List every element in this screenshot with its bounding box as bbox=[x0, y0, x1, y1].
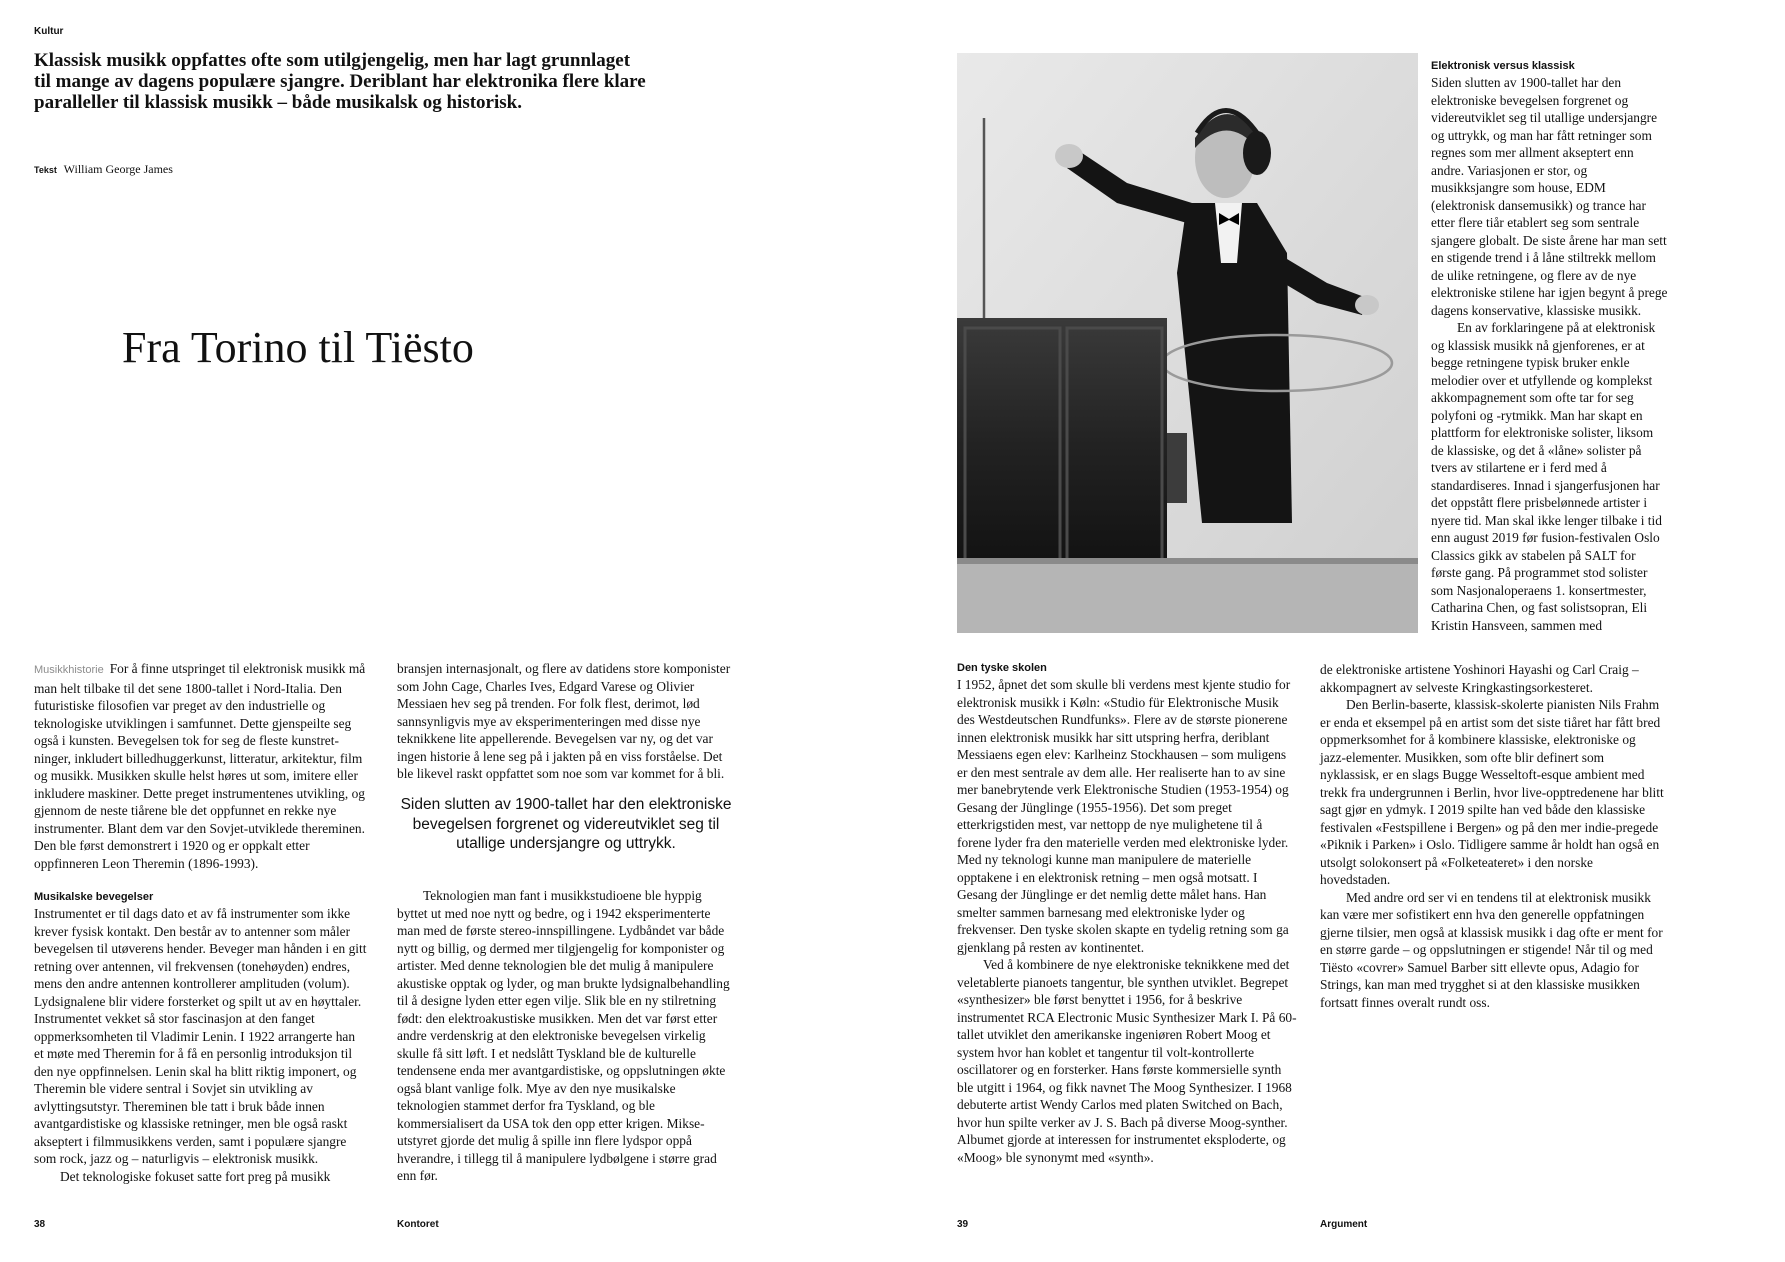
side-column bbox=[1431, 58, 1668, 634]
col1-p2: Instrumentet er til dags dato et av få instrumenter som ikke krever fysisk kontakt. Den består av to antenner som måler bevegelsen til utøverens hender. Beveger man hånden i en gitt retning over antennen, vil frekvensen (tonehøyden) endres, mens den andre antennen kontrollerer amplituden (volum). Lydsignalene blir videre forsterket og spilt ut av en høyttaler. Instrumentet vekket så stor fascinasjon at den fanget oppmerksomheten til Vladimir Lenin. I 1922 arrangerte han et møte med Theremin for å få en personlig introduksjon til den nye oppfinnelsen. Lenin skal ha blitt riktig imponert, og Theremin ble videre sentral i Sovjet sin utvikling av avlyttingsutstyr. Thereminen ble tatt i bruk både innen avantgardistiske og klassiske retninger, men ble også raskt akseptert i filmmusikkens verden, samt i populære sjangre som rock, jazz og – naturligvis – elektronisk musikk. bbox=[34, 906, 367, 1166]
side-p2: En av forklaringene på at elektronisk og klassisk musikk nå gjenforenes, er at begge retningene typisk bruker enkle melodier over et utfyllende og komplekst akkompagnement som ofte tar for seg polyfoni og -rytmikk. Man har skapt en plattform for elektroniske solister, liksom de klassiske, og det å «låne» solister på tvers av stilartene er i ferd med å standardiseres. Innad i sjangerfusjonen har det oppstått flere prisbelønnede artister i nyere tid. Man skal ikke lenger tilbake i tid enn august 2019 før fusion-festivalen Oslo Classics gikk av stabelen på SALT for første gang. På programmet stod solister som Nasjonaloperaens 1. konsertmester, Catharina Chen, og fast solistsopran, Eli Kristin Hansveen, sammen med bbox=[1431, 320, 1662, 633]
article-title: Fra Torino til Tiësto bbox=[122, 323, 474, 372]
subheading-tyske: Den tyske skolen bbox=[957, 662, 1047, 674]
col1-p3: Det teknologiske fokuset satte fort preg på musikk bbox=[60, 1168, 331, 1184]
page-number-left: 38 bbox=[34, 1219, 46, 1230]
col4-p2: Den Berlin-baserte, klassisk-skolerte pianisten Nils Frahm er enda et eksempel på en artist som det siste tiåret har fått bred oppmerksomhet for å kombinere klassiske, elektroniske og jazz-elementer. Musikken, som ofte blir definert som nyklassisk, er en slags Bugge Wesseltoft-esque ambient med trekk fra undergrunnen i Berlin, hvor live-opptredenene har blitt sagt gjør en ydmyk. I 2019 spilte han ved både den klassiske festivalen «Festspillene i Bergen» og på den mer indie-pregede «Piknik i Parken» i Oslo. Tidligere samme år holdt han også en utsolgt solokonsert på «Folketeateret» i den norske hovedstaden. bbox=[1320, 697, 1664, 887]
intro-deck: Klassisk musikk oppfattes ofte som utilgjengelig, men har lagt grunnlaget til mange av dagens populære sjangre. Deriblant har elektronika flere klare paralleller til klassisk musikk – både musikalsk og historisk. bbox=[34, 50, 646, 113]
subheading-musikalske: Musikalske bevegelser bbox=[34, 891, 154, 903]
page-number-right: 39 bbox=[957, 1219, 969, 1230]
column-2 bbox=[397, 660, 735, 783]
column-2-lower bbox=[397, 887, 735, 1185]
lead-label: Musikkhistorie bbox=[34, 664, 104, 676]
column-3 bbox=[957, 660, 1297, 1166]
col3-p1: I 1952, åpnet det som skulle bli verdens mest kjente studio for elektronisk musikk i Køln: «Studio für Elektronische Musik des Westdeutschen Rundfunks». Flere av de største pionerene innen elektronisk musikk har sitt utspring herfra, deriblant Messiaens egen elev: Karlheinz Stockhausen – som muligens er den mest sentrale av dem alle. Her realiserte han to av sine mer banebrytende verk Elektronische Studien (1953-1954) og Gesang der Jünglinge (1955-1956). Det som preget etterkrigstiden mest, var nettopp de nye mulighetene til å forene lyder fra den materielle verden med elektroniske lyder. Med ny teknologi kunne man manipulere de materielle opptakene i en elektronisk retning – men også motsatt. I Gesang der Jünglinge er det nemlig dette målet hans. Han smelter sammen barnesang med elektroniske lyder og frekvenser. Den tyske skolen skapte en tydelig retning som ga gjenklang på resten av kontinentet. bbox=[957, 677, 1291, 955]
col4-p1: de elektroniske artistene Yoshinori Hayashi og Carl Craig – akkompagnert av selveste Kringkastingsorkesteret. bbox=[1320, 662, 1639, 695]
col4-p3: Med andre ord ser vi en tendens til at elektronisk musikk kan være mer sofistikert enn hva den generelle oppfatningen gjerne tilsier, men også at klassisk musikk i dag ofte er ment for en større garde – og oppslutningen er stigende! Når til og med Tiësto «covrer» Samuel Barber sitt ellevte opus, Adagio for Strings, kan man med trygghet si at den klassiske musikken fortsatt finnes overalt rundt oss. bbox=[1320, 889, 1663, 1010]
side-p1: Siden slutten av 1900-tallet har den elektroniske bevegelsen forgrenet og videreutviklet seg til utallige undersjangre og uttrykk, og man har fått retninger som regnes som mer allment akseptert enn andre. Variasjonen er stor, og musikksjangre som house, EDM (elektronisk dansemusikk) og trance har etter flere tiår etablert seg som sentrale sjangere globalt. De siste årene har man sett en stigende trend i å låne stiltrekk mellom de ulike retningene, og flere av de nye elektroniske stilene har igjen begynt å prege dagens konservative, klassiske musikk. bbox=[1431, 75, 1668, 318]
col1-p1: For å finne utspringet til elektronisk musikk må man helt tilbake til det sene 1800-tallet i Nord-Italia. Den futuristiske filosofien var preget av den industrielle og teknologiske utviklingen i samfunnet. Dette gjenspeilte seg også i kunsten. Bevegelsen tok for seg de fleste kunstretninger, inkludert billedhuggerkunst, litteratur, arkitektur, film og musikk. Musikken skulle helst høres ut som, imitere eller inkludere maskiner. Dette preget instrumentenes utvikling, og gjennom de neste tiårene ble det oppfunnet en rekke nye instrumenter. Blant dem var den Sovjet-utviklede thereminen. Den ble først demonstrert i 1920 og er oppkalt etter oppfinneren Leon Theremin (1896-1993). bbox=[34, 661, 366, 871]
column-1 bbox=[34, 660, 368, 1185]
pull-quote: Siden slutten av 1900-tallet har den elektroniske bevegelsen forgrenet og videreutviklet seg til utallige undersjangre og uttrykk. bbox=[400, 796, 732, 852]
byline-label: Tekst bbox=[34, 165, 57, 175]
byline bbox=[34, 162, 173, 177]
column-4 bbox=[1320, 661, 1665, 1011]
subheading-elektronisk: Elektronisk versus klassisk bbox=[1431, 60, 1575, 72]
col3-p2: Ved å kombinere de nye elektroniske teknikkene med det veletablerte pianoets tangentur, ble synthen utviklet. Begrepet «synthesizer» ble først benyttet i 1956, for å beskrive instrumentet RCA Electronic Music Synthesizer Mark I. På 60-tallet utviklet den amerikanske ingeniøren Robert Moog et system hvor han koblet et tangentur til volt-kontrollerte oscillatorer og en forsterker. Hans første kommersielle synth ble utgitt i 1964, og fikk navnet The Moog Synthesizer. I 1968 debuterte artist Wendy Carlos med platen Switched on Bach, hvor hun spilte verker av J. S. Bach på diverse Moog-synther. Albumet gjorde at interessen for instrumentet eksploderte, og «Moog» ble synonymt med «synth». bbox=[957, 957, 1297, 1165]
footer-section-left: Kontoret bbox=[397, 1219, 439, 1230]
section-label: Kultur bbox=[34, 26, 64, 37]
footer-section-right: Argument bbox=[1320, 1219, 1368, 1230]
byline-name: William George James bbox=[63, 162, 173, 176]
theremin-photo-illustration bbox=[957, 53, 1418, 633]
theremin-photo bbox=[957, 53, 1418, 633]
col2-p1: bransjen internasjonalt, og flere av datidens store komponister som John Cage, Charles Ives, Edgard Varese og Olivier Messiaen hev seg på trenden. For folk flest, derimot, lød sannsynligvis mye av eksperimenteringen med disse nye teknikkene lite appellerende. Bevegelsen var ny, og det var ingen historie å lene seg på i jakten på en viss forståelse. Det ble likevel raskt oppfattet som noe som var kommet for å bli. bbox=[397, 661, 731, 781]
col2-p2: Teknologien man fant i musikkstudioene ble hyppig byttet ut med noe nytt og bedre, og i 1942 eksperimenterte man med de første stereo-innspillingene. Lydbåndet var både nytt og billig, og dermed mer tilgjengelig for komponister og artister. Med denne teknologien ble det mulig å manipulere akustiske opptak og lyder, og man brukte lydsignalbehandling til å designe lyden etter egen vilje. Slik ble en ny stilretning født: den elektroakustiske musikken. Men det var først etter andre verdenskrig at den elektroniske bevegelsen virkelig skulle få sitt løft. I et nedslått Tyskland ble de kulturelle tendensene enda mer avantgardistiske, og oppslutningen økte også blant vanlige folk. Mye av den nye musikalske teknologien stammet derfor fra Tyskland, og ble kommersialisert da USA tok den opp etter krigen. Mikseutstyret gjorde det mulig å spille inn flere lydspor oppå hverandre, i tillegg til å manipulere lydbølgene i større grad enn før. bbox=[397, 888, 730, 1183]
